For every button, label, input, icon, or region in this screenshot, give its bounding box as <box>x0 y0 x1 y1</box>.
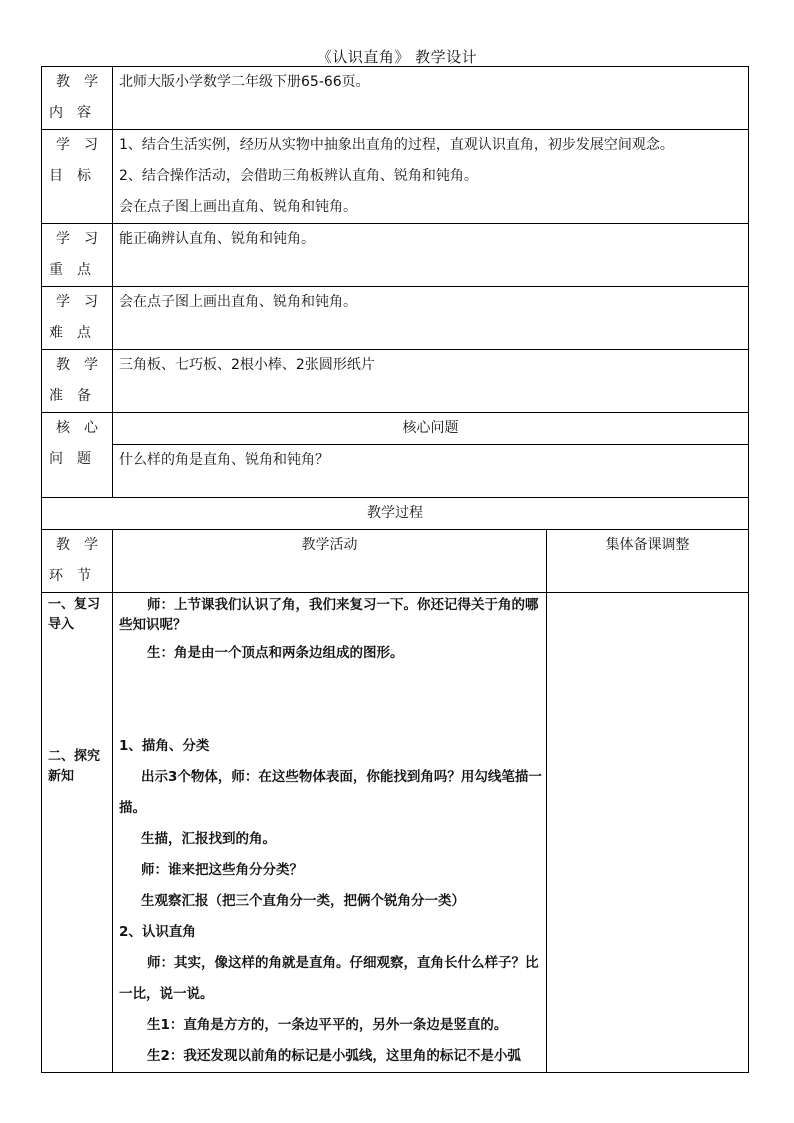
row-difficulty <box>42 287 749 350</box>
core-header: 核心问题 <box>113 413 749 445</box>
label-content: 教学 内容 <box>42 67 113 130</box>
row-core-header <box>42 413 749 445</box>
core-text: 什么样的角是直角、锐角和钝角？ <box>113 445 749 498</box>
goal-line-3: 会在点子图上画出直角、锐角和钝角。 <box>119 199 357 215</box>
row-key <box>42 224 749 287</box>
activity-line-4: 出示3个物体，师：在这些物体表面，你能找到角吗？用勾线笔描一描。 <box>119 769 542 816</box>
row-process-header <box>42 498 749 530</box>
label-prep: 教学 准备 <box>42 350 113 413</box>
activity-cell <box>113 593 547 1073</box>
activity-line-11: 生2：我还发现以前角的标记是小弧线，这里角的标记不是小弧 <box>147 1048 521 1064</box>
prep-text: 三角板、七巧板、2根小棒、2张圆形纸片 <box>113 350 749 413</box>
stage-explore: 二、探究新知 <box>48 749 101 784</box>
label-goals: 学习 目标 <box>42 130 113 224</box>
stage-review: 一、复习导入 <box>48 597 101 632</box>
activity-line-6: 师：谁来把这些角分分类？ <box>141 862 303 878</box>
adjust-cell <box>547 593 749 1073</box>
col-adjust-header: 集体备课调整 <box>547 530 749 593</box>
key-text: 能正确辨认直角、锐角和钝角。 <box>113 224 749 287</box>
row-goals <box>42 130 749 224</box>
difficulty-text: 会在点子图上画出直角、锐角和钝角。 <box>113 287 749 350</box>
goal-line-2: 2、结合操作活动，会借助三角板辨认直角、锐角和钝角。 <box>119 168 478 184</box>
activity-line-3: 1、描角、分类 <box>119 738 210 754</box>
label-core: 核心 问题 <box>42 413 113 498</box>
activity-line-1: 师：上节课我们认识了角，我们来复习一下。你还记得关于角的哪些知识呢？ <box>119 597 539 633</box>
col-stage-header: 教学 环节 <box>42 530 113 593</box>
activity-line-7: 生观察汇报（把三个直角分一类，把俩个锐角分一类） <box>141 893 465 909</box>
col-activity-header: 教学活动 <box>113 530 547 593</box>
stage-cell <box>42 593 113 1073</box>
activity-line-9: 师：其实，像这样的角就是直角。仔细观察，直角长什么样子？比一比，说一说。 <box>119 955 539 1002</box>
label-difficulty: 学习 难点 <box>42 287 113 350</box>
row-process-columns <box>42 530 749 593</box>
process-header: 教学过程 <box>42 498 749 530</box>
label-key: 学习 重点 <box>42 224 113 287</box>
activity-line-8: 2、认识直角 <box>119 924 196 940</box>
activity-line-2: 生：角是由一个顶点和两条边组成的图形。 <box>147 645 404 661</box>
row-process-body <box>42 593 749 1073</box>
activity-line-5: 生描，汇报找到的角。 <box>141 831 276 847</box>
goals-cell <box>113 130 749 224</box>
row-core-text <box>42 445 749 498</box>
goal-line-1: 1、结合生活实例，经历从实物中抽象出直角的过程，直观认识直角，初步发展空间观念。 <box>119 137 674 153</box>
lesson-plan-table <box>41 66 749 1073</box>
row-prep <box>42 350 749 413</box>
activity-line-10: 生1：直角是方方的，一条边平平的，另外一条边是竖直的。 <box>147 1017 508 1033</box>
row-content <box>42 67 749 130</box>
content-text: 北师大版小学数学二年级下册65-66页。 <box>113 67 749 130</box>
document-title: 《认识直角》 教学设计 <box>316 48 478 66</box>
